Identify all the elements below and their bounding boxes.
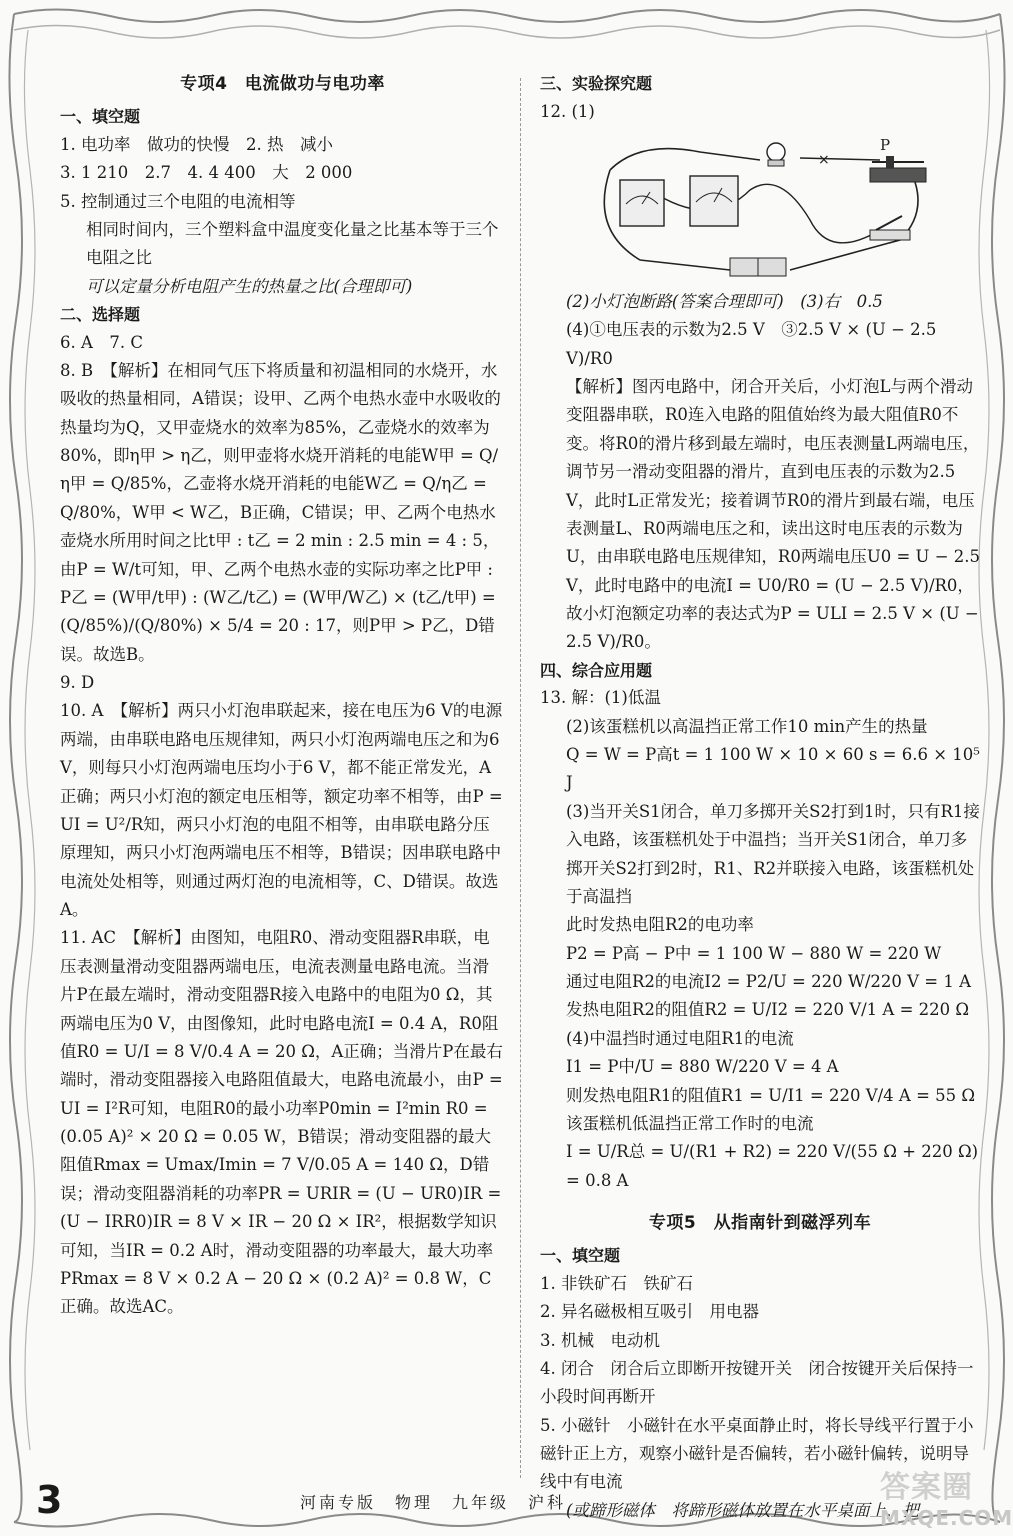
answer-line: 12. (1)	[540, 101, 595, 121]
left-column	[60, 70, 505, 1322]
answer-line: 相同时间内，三个塑料盒中温度变化量之比基本等于三个电阻之比	[86, 219, 499, 268]
answer-line: 1. 非铁矿石 铁矿石	[540, 1273, 693, 1293]
answer-line: 该蛋糕机低温挡正常工作时的电流	[566, 1113, 814, 1133]
answer-line: 3. 机械 电动机	[540, 1330, 660, 1350]
right-column	[540, 70, 980, 1525]
answer-line: 【解析】图丙电路中，闭合开关后，小灯泡L与两个滑动变阻器串联，R0连入电路的阻值始终为最大阻值R0不变。将R0的滑片移到最左端时，电压表测量L两端电压，调节另一滑动变阻器的滑片，直到电压表的示数为2.5 V，此时L正常发光；接着调节R0的滑片到最右端，电压表测量L、R0两端电压之和，读出这时电压表的示数为U，由串联电路电压规律知，R0两端电压U0 = U − 2.5 V，此时电路中的电流I = U0/R0 = (U − 2.5 V)/R0，故小灯泡额定功率的表达式为P = ULI = 2.5 V × (U − 2.5 V)/R0。	[566, 377, 981, 652]
answer-line: 9. D	[60, 673, 95, 693]
right-answer-list	[540, 288, 980, 1195]
section-heading: 三、实验探究题	[540, 74, 653, 93]
experiment-heading	[540, 70, 980, 126]
section-heading: 四、综合应用题	[540, 660, 653, 680]
answer-line: I = U/R总 = U/(R1 + R2) = 220 V/(55 Ω + 220 Ω) = 0.8 A	[566, 1142, 979, 1190]
answer-line: (3)当开关S1闭合，单刀多掷开关S2打到1时，只有R1接入电路，该蛋糕机处于中温挡；当开关S1闭合，单刀多掷开关S2打到2时，R1、R2并联接入电路，该蛋糕机处于高温挡	[566, 801, 980, 906]
watermark	[880, 1462, 1013, 1530]
switch-icon	[870, 216, 910, 240]
answer-line: (4)①电压表的示数为2.5 V ③2.5 V × (U − 2.5 V)/R0	[566, 320, 937, 368]
watermark-line2: MXQE.COM	[880, 1506, 1013, 1530]
answer-line: 10. A 【解析】两只小灯泡串联起来，接在电压为6 V的电源两端，由串联电路电压规律知，两只小灯泡两端电压之和为6 V，则每只小灯泡两端电压均小于6 V，都不能正常发光，A正确；两只小灯泡的额定电压相等，额定功率不相等，由P = UI = U²/R知，两只小灯泡的电阻不相等，由串联电路分压原理知，两只小灯泡两端电压不相等，B错误；因串联电路中电流处处相等，则通过两灯泡的电流相等，C、D错误。故选A。	[60, 701, 503, 920]
answer-line: 2. 异名磁极相互吸引 用电器	[540, 1302, 759, 1322]
answer-line: 通过电阻R2的电流I2 = P2/U = 220 W/220 V = 1 A	[566, 972, 972, 992]
answer-line: I1 = P中/U = 880 W/220 V = 4 A	[566, 1057, 839, 1077]
answer-line: 4. 闭合 闭合后立即断开按键开关 闭合按键开关后保持一小段时间再断开	[540, 1358, 974, 1407]
answer-line: 5. 小磁针 小磁针在水平桌面静止时，将长导线平行置于小磁针正上方，观察小磁针是否偏转，若小磁针偏转，说明导线中有电流	[540, 1415, 974, 1492]
left-answer-list	[60, 103, 505, 1321]
slider-label-p: P	[880, 135, 891, 154]
section-heading: 二、选择题	[60, 305, 141, 324]
light-bulb-icon	[767, 143, 785, 166]
section-heading: 一、填空题	[60, 107, 141, 127]
answer-line: 1. 电功率 做功的快慢 2. 热 减小	[60, 134, 333, 154]
column-divider	[520, 78, 521, 1478]
answer-line: 此时发热电阻R2的电功率	[566, 915, 754, 935]
answer-line: 5. 控制通过三个电阻的电流相等	[60, 191, 296, 211]
footer-text: 河南专版 物理 九年级 沪科	[300, 1493, 567, 1512]
voltmeter-icon	[620, 180, 664, 226]
page-number: 3	[36, 1478, 63, 1522]
answer-line: (或蹄形磁体 将蹄形磁体放置在水平桌面上，把	[566, 1500, 919, 1520]
answer-line: 可以定量分析电阻产生的热量之比(合理即可)	[86, 276, 413, 296]
battery-icon	[730, 258, 786, 276]
answer-line: (4)中温挡时通过电阻R1的电流	[566, 1028, 794, 1048]
answer-line: 13. 解：(1)低温	[540, 688, 661, 708]
answer-line: (2)小灯泡断路(答案合理即可) (3)右 0.5	[566, 291, 883, 311]
svg-text:×: ×	[818, 151, 830, 168]
answer-line: Q = W = P高t = 1 100 W × 10 × 60 s = 6.6 × 10⁵ J	[566, 745, 980, 793]
answer-line: 6. A 7. C	[60, 332, 144, 352]
circuit-diagram	[580, 130, 940, 280]
section-title-5: 专项5 从指南针到磁浮列车	[648, 1213, 872, 1234]
answer-line: P2 = P高 − P中 = 1 100 W − 880 W = 220 W	[566, 943, 942, 963]
answer-line: 则发热电阻R1的阻值R1 = U/I1 = 220 V/4 A = 55 Ω	[566, 1085, 976, 1105]
ammeter-icon	[690, 176, 738, 226]
answer-line: 8. B 【解析】在相同气压下将质量和初温相同的水烧开，水吸收的热量相同，A错误；设甲、乙两个电热水壶中水吸收的热量均为Q，又甲壶烧水的效率为85%，乙壶烧水的效率为80%，即η甲 > η乙，则甲壶将水烧开消耗的电能W甲 = Q/η甲 = Q/85%，乙壶将水烧开消耗的电能W乙 = Q/η乙 = Q/80%，W甲 < W乙，B正确，C错误；甲、乙两个电热水壶烧水所用时间之比t甲 : t乙 = 2 min : 2.5 min = 4 : 5，由P = W/t可知，甲、乙两个电热水壶的实际功率之比P甲 : P乙 = (W甲/t甲) : (W乙/t乙) = (W甲/W乙) × (t乙/t甲) = (Q/85%)/(Q/80%) × 5/4 = 20 : 17，则P甲 > P乙，D错误。故选B。	[60, 360, 501, 664]
section-title-4: 专项4 电流做功与电功率	[180, 74, 385, 94]
section-heading: 一、填空题	[540, 1246, 621, 1266]
answer-line: 发热电阻R2的阻值R2 = U/I2 = 220 V/1 A = 220 Ω	[566, 1000, 970, 1020]
answer-line: 3. 1 210 2.7 4. 4 400 大 2 000	[60, 163, 353, 183]
answer-line: (2)该蛋糕机以高温挡正常工作10 min产生的热量	[566, 716, 928, 736]
answer-line: 11. AC 【解析】由图知，电阻R0、滑动变阻器R串联，电压表测量滑动变阻器两端电压，电流表测量电路电流。当滑片P在最左端时，滑动变阻器R接入电路中的电阻为0 Ω，其两端电压为0 V，由图像知，此时电路电流I = 0.4 A，R0阻值R0 = U/I = 8 V/0.4 A = 20 Ω，A正确；当滑片P在最右端时，滑动变阻器接入电路阻值最大，电路电流最小，由P = UI = I²R可知，电阻R0的最小功率P0min = I²min R0 = (0.05 A)² × 20 Ω = 0.05 W，B错误；滑动变阻器的最大阻值Rmax = Umax/Imin = 7 V/0.05 A = 140 Ω，D错误；滑动变阻器消耗的功率PR = URIR = (U − UR0)IR = (U − IRR0)IR = 8 V × IR − 20 Ω × IR²，根据数学知识可知，当IR = 0.2 A时，滑动变阻器的功率最大，最大功率PRmax = 8 V × 0.2 A − 20 Ω × (0.2 A)² = 0.8 W，C正确。故选AC。	[60, 928, 503, 1317]
watermark-line1: 答案圈	[880, 1470, 973, 1505]
